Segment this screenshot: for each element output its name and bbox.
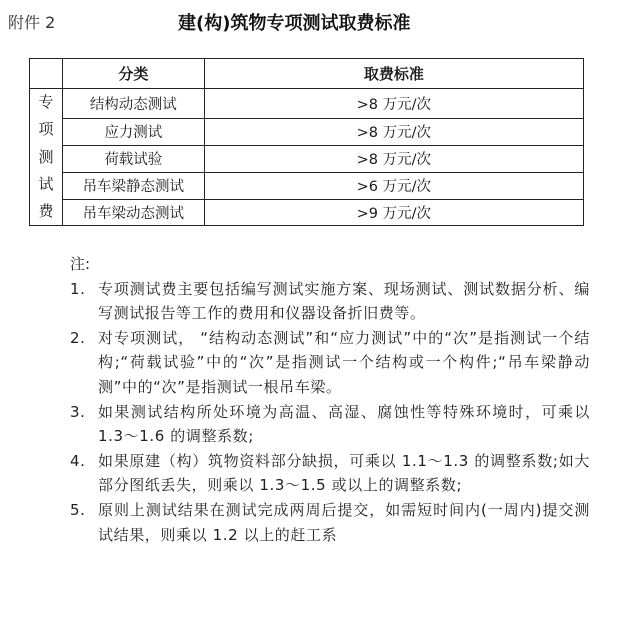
category-cell: 应力测试 xyxy=(62,119,204,146)
fee-cell: >8 万元/次 xyxy=(204,119,583,146)
side-label-cell xyxy=(30,89,63,226)
note-item xyxy=(70,326,590,400)
category-cell: 荷载试验 xyxy=(62,145,204,172)
note-text: 如果测试结构所处环境为高温、高湿、腐蚀性等特殊环境时，可乘以 1.3～1.6 的调整系数; xyxy=(98,402,590,446)
note-number: 3. xyxy=(70,402,86,421)
note-item xyxy=(70,400,590,449)
note-number: 1. xyxy=(70,279,86,298)
note-text: 对专项测试， “结构动态测试”和“应力测试”中的“次”是指测试一个结构;“荷载试验”中的“次”是指测试一个结构或一个构件;“吊车梁静动测”中的“次”是指测试一根吊车梁。 xyxy=(98,328,590,396)
note-text: 专项测试费主要包括编写测试实施方案、现场测试、测试数据分析、编写测试报告等工作的费用和仪器设备折旧费等。 xyxy=(98,279,590,323)
category-cell: 吊车梁动态测试 xyxy=(62,199,204,226)
table-row xyxy=(30,199,584,226)
header-empty-cell xyxy=(30,59,63,89)
header-fee: 取费标准 xyxy=(204,59,583,89)
note-number: 5. xyxy=(70,500,86,519)
notes-section xyxy=(70,252,590,547)
fee-cell: >9 万元/次 xyxy=(204,199,583,226)
table-row xyxy=(30,119,584,146)
fee-cell: >8 万元/次 xyxy=(204,145,583,172)
category-cell: 吊车梁静态测试 xyxy=(62,172,204,199)
note-text: 如果原建（构）筑物资料部分缺损，可乘以 1.1～1.3 的调整系数;如大部分图纸丢失，则乘以 1.3～1.5 或以上的调整系数; xyxy=(98,451,590,495)
note-number: 2. xyxy=(70,328,86,347)
category-cell: 结构动态测试 xyxy=(62,89,204,119)
table-header-row xyxy=(30,59,584,89)
fee-cell: >8 万元/次 xyxy=(204,89,583,119)
note-text: 原则上测试结果在测试完成两周后提交，如需短时间内(一周内)提交测试结果，则乘以 1.2 以上的赶工系 xyxy=(98,500,590,544)
side-label-char: 试 xyxy=(38,174,54,193)
note-item xyxy=(70,277,590,326)
notes-heading: 注: xyxy=(70,255,91,273)
side-label-char: 费 xyxy=(38,202,54,221)
header-category: 分类 xyxy=(62,59,204,89)
attachment-label: 附件 2 xyxy=(8,13,56,32)
fee-cell: >6 万元/次 xyxy=(204,172,583,199)
table-row xyxy=(30,172,584,199)
note-item xyxy=(70,498,590,547)
side-label-char: 专 xyxy=(38,93,54,111)
table-row xyxy=(30,89,584,119)
page-title: 建(构)筑物专项测试取费标准 xyxy=(178,13,411,34)
note-item xyxy=(70,449,590,498)
table-row xyxy=(30,145,584,172)
side-label-char: 项 xyxy=(38,120,54,139)
fee-table xyxy=(29,58,584,226)
note-number: 4. xyxy=(70,451,86,470)
side-label-char: 测 xyxy=(38,147,54,166)
